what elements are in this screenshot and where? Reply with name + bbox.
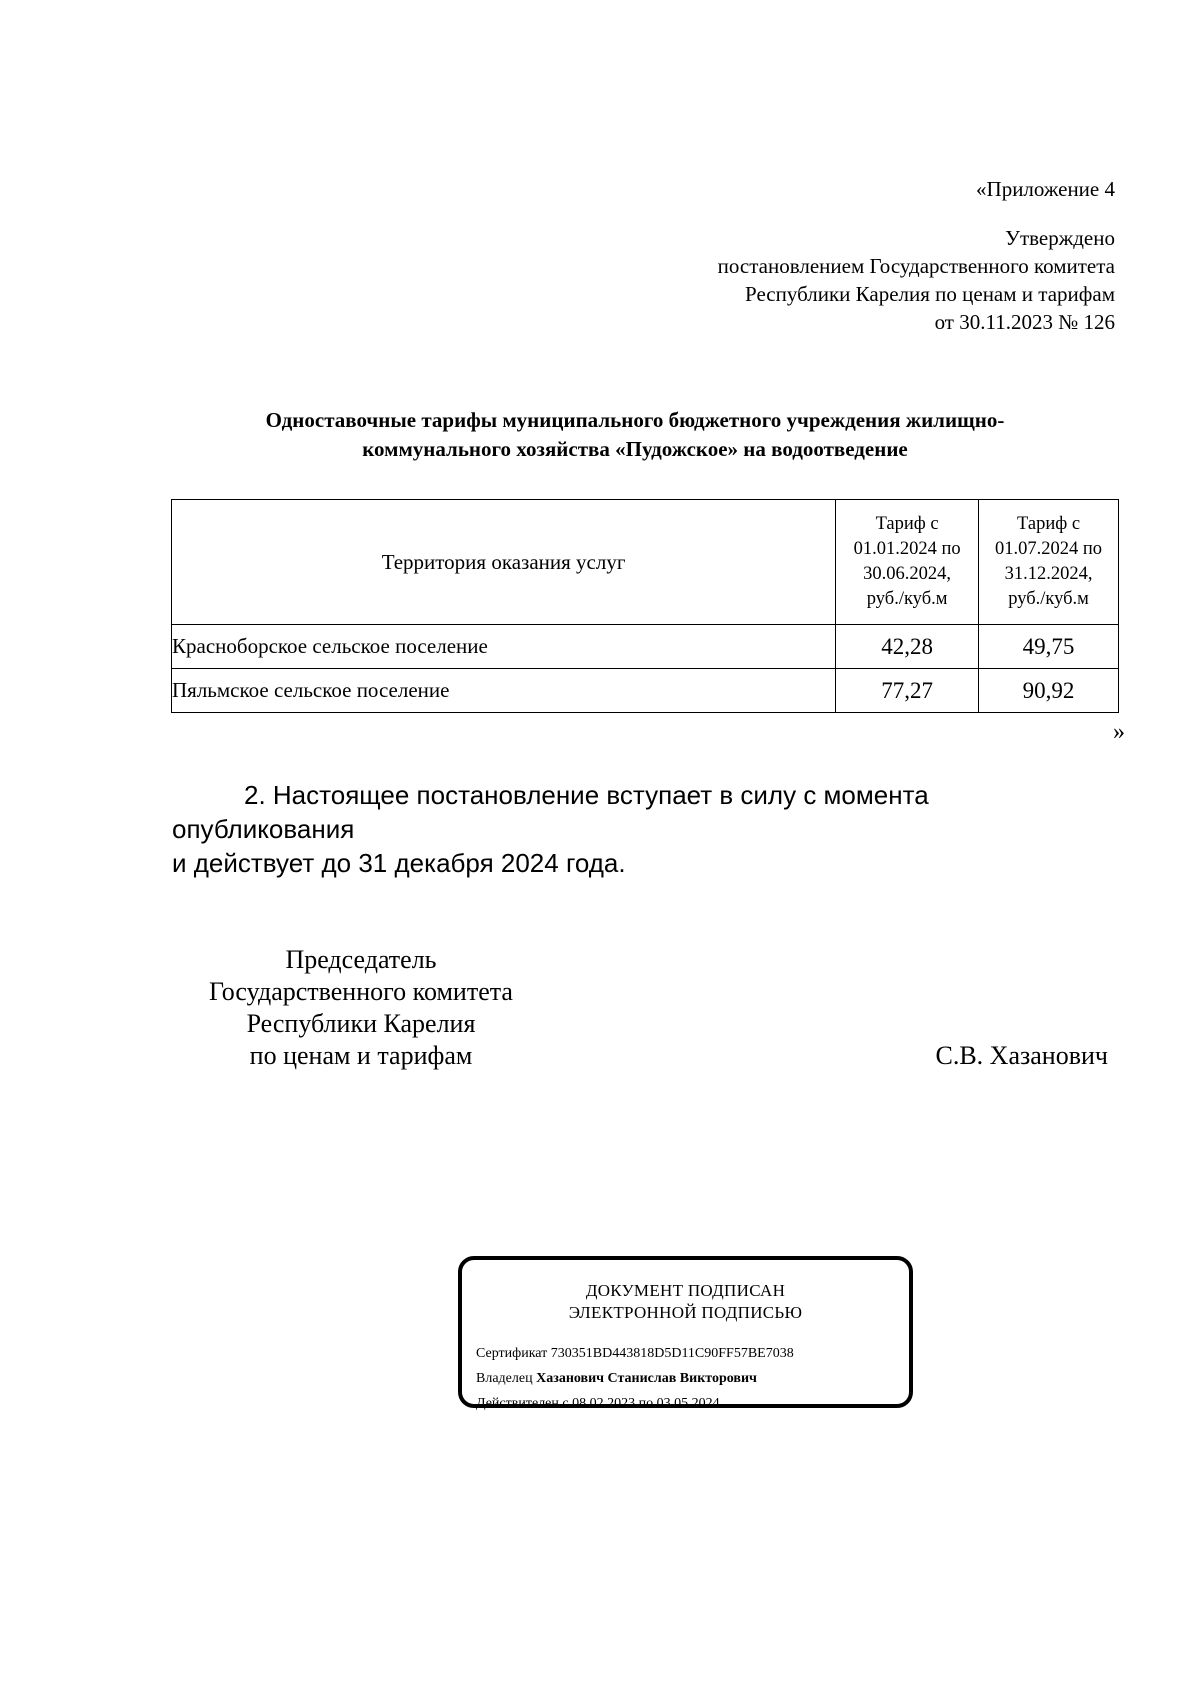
table-header-row (172, 500, 1119, 625)
clause-paragraph (172, 778, 1112, 880)
approval-line: от 30.11.2023 № 126 (934, 310, 1115, 334)
title-line: Одноставочные тарифы муниципального бюджетного учреждения жилищно- (265, 408, 1005, 432)
stamp-owner (476, 1371, 757, 1387)
header-line: 01.07.2024 по (995, 539, 1103, 559)
header-line: руб./куб.м (1008, 589, 1089, 609)
tariff-cell-period-1: 77,27 (836, 669, 979, 713)
approval-block (718, 224, 1115, 336)
appendix-label: «Приложение 4 (976, 177, 1115, 201)
closing-quote: » (1113, 719, 1125, 745)
valid-from: 08.02.2023 (572, 1396, 636, 1411)
approval-line: постановлением Государственного комитета (717, 254, 1115, 278)
approval-line: Утверждено (1005, 226, 1115, 250)
position-line: Республики Карелия (246, 1009, 476, 1038)
tariff-cell-period-2: 49,75 (979, 625, 1119, 669)
tariff-cell-period-2: 90,92 (979, 669, 1119, 713)
clause-text: 2. Настоящее постановление вступает в силу с момента опубликования (172, 780, 929, 844)
owner-label: Владелец (476, 1371, 533, 1386)
position-line: Председатель (285, 945, 437, 974)
valid-to: 03.05.2024 (656, 1396, 720, 1411)
clause-line-1 (172, 778, 1112, 846)
stamp-heading (462, 1280, 909, 1324)
valid-label: Действителен с (476, 1396, 569, 1411)
document-title (170, 406, 1100, 464)
territory-cell: Пяльмское сельское поселение (172, 669, 836, 713)
position-line: по ценам и тарифам (249, 1041, 473, 1070)
valid-to-label: по (638, 1396, 654, 1411)
signatory-position (180, 944, 542, 1072)
territory-cell: Красноборское сельское поселение (172, 625, 836, 669)
signatory-name: С.В. Хазанович (935, 1041, 1108, 1070)
certificate-value: 730351BD443818D5D11C90FF57BE7038 (550, 1346, 794, 1361)
stamp-validity (476, 1396, 720, 1412)
electronic-signature-stamp (458, 1256, 913, 1411)
header-tariff-period-2 (979, 500, 1119, 625)
approval-line: Республики Карелия по ценам и тарифам (745, 282, 1115, 306)
header-line: 31.12.2024, (1004, 564, 1093, 584)
stamp-heading-line: ЭЛЕКТРОННОЙ ПОДПИСЬЮ (568, 1303, 803, 1322)
header-line: Тариф с (875, 514, 939, 534)
stamp-certificate (476, 1346, 794, 1362)
tariff-cell-period-1: 42,28 (836, 625, 979, 669)
title-line: коммунального хозяйства «Пудожское» на водоотведение (362, 437, 908, 461)
stamp-heading-line: ДОКУМЕНТ ПОДПИСАН (585, 1281, 786, 1300)
header-territory: Территория оказания услуг (172, 500, 836, 625)
table-row (172, 669, 1119, 713)
tariff-table (171, 499, 1119, 713)
header-line: 01.01.2024 по (853, 539, 961, 559)
header-line: Тариф с (1017, 514, 1081, 534)
clause-line-2: и действует до 31 декабря 2024 года. (172, 848, 626, 878)
position-line: Государственного комитета (209, 977, 513, 1006)
header-line: руб./куб.м (866, 589, 948, 609)
owner-value: Хазанович Станислав Викторович (536, 1371, 757, 1386)
header-tariff-period-1 (836, 500, 979, 625)
header-line: 30.06.2024, (863, 564, 952, 584)
table-row (172, 625, 1119, 669)
certificate-label: Сертификат (476, 1346, 548, 1361)
